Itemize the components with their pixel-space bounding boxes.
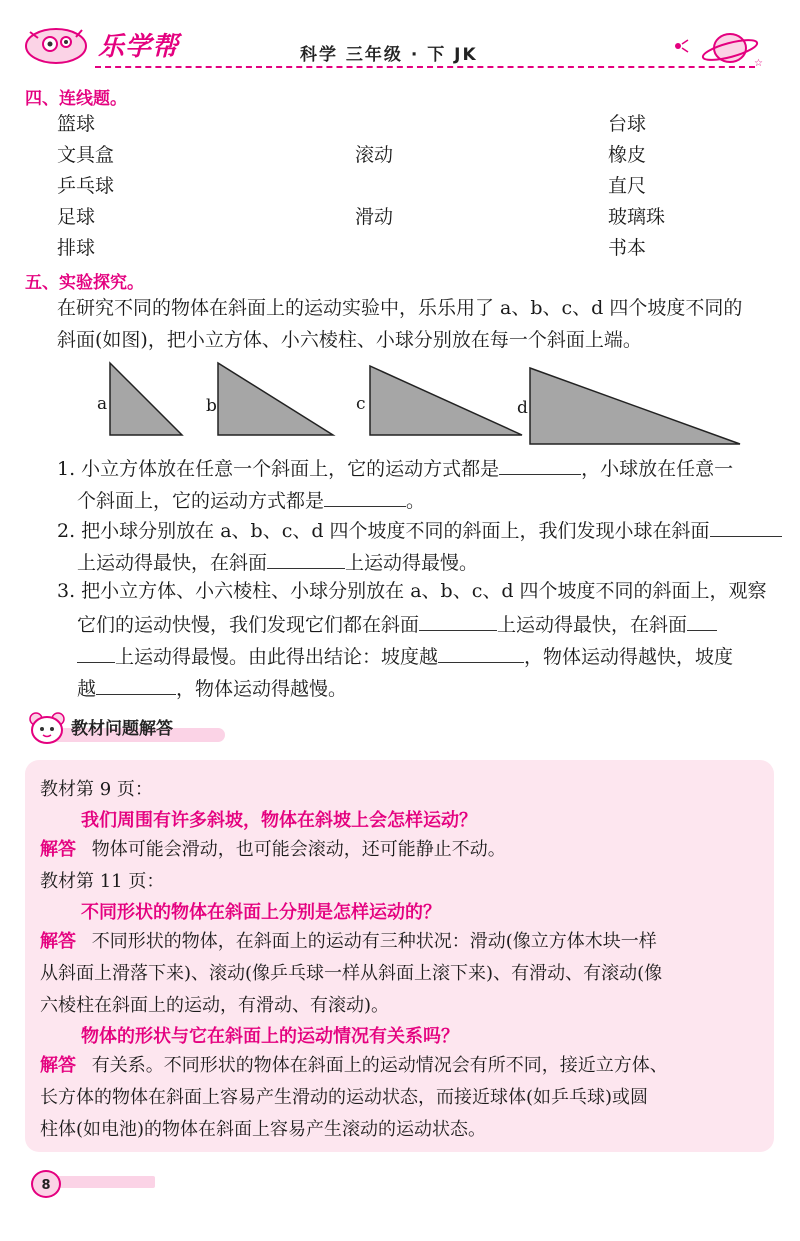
- question-2-cont: [77, 548, 478, 576]
- textbook-answer: [40, 926, 657, 958]
- answer-blank[interactable]: [710, 516, 782, 537]
- slope-label-a: a: [97, 394, 108, 414]
- question-2-text: 上运动得最快，在斜面: [77, 552, 268, 574]
- slope-d: [530, 368, 740, 444]
- answer-blank[interactable]: [77, 642, 115, 663]
- textbook-question: 我们周围有许多斜坡，物体在斜坡上会怎样运动？: [81, 810, 477, 831]
- answer-blank[interactable]: [499, 454, 581, 475]
- textbook-question: 不同形状的物体在斜面上分别是怎样运动的？: [81, 902, 441, 923]
- question-2-text: 上运动得最慢。: [345, 552, 479, 574]
- answer-label: 解答: [40, 1055, 76, 1076]
- footer: [25, 1170, 165, 1200]
- textbook-answers-box: [25, 760, 774, 1152]
- match-left-item[interactable]: 篮球: [57, 113, 96, 135]
- match-left-item[interactable]: 乒乓球: [57, 175, 115, 197]
- textbook-banner: [25, 708, 225, 748]
- textbook-page-ref: 教材第 9 页：: [40, 779, 153, 800]
- match-right-item[interactable]: 书本: [608, 237, 647, 259]
- answer-text: 不同形状的物体，在斜面上的运动有三种状况：滑动(像立方体木块一样: [91, 931, 657, 952]
- match-middle-item[interactable]: 滚动: [355, 144, 394, 166]
- answer-blank[interactable]: [267, 548, 345, 569]
- answer-label: 解答: [40, 839, 76, 860]
- question-1: [57, 454, 733, 482]
- mascot-logo-icon: [20, 22, 92, 66]
- textbook-answer: [40, 834, 506, 866]
- slope-c: [370, 366, 522, 435]
- match-left-item[interactable]: 足球: [57, 206, 96, 228]
- slope-label-c: c: [356, 394, 366, 414]
- match-right-item[interactable]: 玻璃珠: [608, 206, 666, 228]
- question-3: [57, 578, 767, 604]
- header-dashed-divider: [95, 66, 755, 68]
- answer-blank[interactable]: [96, 674, 176, 695]
- banner-title: 教材问题解答: [71, 719, 173, 739]
- svg-text:☆: ☆: [754, 58, 763, 69]
- answer-blank[interactable]: [687, 610, 717, 631]
- textbook-question: 物体的形状与它在斜面上的运动情况有关系吗？: [81, 1026, 459, 1047]
- question-2: [57, 516, 782, 544]
- section-4-heading: 四、连线题。: [25, 89, 127, 109]
- answer-text: 物体可能会滑动，也可能会滚动，还可能静止不动。: [91, 839, 506, 860]
- bear-mascot-icon: [27, 710, 67, 746]
- match-right-item[interactable]: 橡皮: [608, 144, 647, 166]
- answer-text: 从斜面上滑落下来)、滚动(像乒乓球一样从斜面上滚下来)、有滑动、有滚动(像: [40, 963, 663, 984]
- question-1-text: 1. 小立方体放在任意一个斜面上，它的运动方式都是: [57, 458, 500, 480]
- slope-label-b: b: [206, 396, 217, 416]
- question-3-text: 上运动得最慢。由此得出结论：坡度越: [115, 646, 439, 668]
- page-number-badge: [31, 1170, 61, 1198]
- experiment-intro: 在研究不同的物体在斜面上的运动实验中，乐乐用了 a、b、c、d 四个坡度不同的: [57, 297, 743, 319]
- question-2-text: 2. 把小球分别放在 a、b、c、d 四个坡度不同的斜面上，我们发现小球在斜面: [57, 520, 710, 542]
- question-1-text: 个斜面上，它的运动方式都是: [77, 490, 325, 512]
- answer-text: 长方体的物体在斜面上容易产生滑动的运动状态，而接近球体(如乒乓球)或圆: [40, 1087, 649, 1108]
- experiment-intro: 斜面(如图)，把小立方体、小六棱柱、小球分别放在每一个斜面上端。: [57, 329, 642, 351]
- question-3-cont: [77, 642, 733, 670]
- answer-label: 解答: [40, 931, 76, 952]
- textbook-answer: [40, 1050, 668, 1082]
- match-middle-item[interactable]: 滑动: [355, 206, 394, 228]
- answer-blank[interactable]: [438, 642, 524, 663]
- question-3-text: ，物体运动得越慢。: [176, 678, 348, 700]
- header: [0, 0, 800, 75]
- question-3-text: 上运动得最快，在斜面: [497, 614, 688, 636]
- page-number: 8: [41, 1178, 51, 1193]
- question-3-cont: [77, 674, 347, 702]
- question-3-text: ，物体运动得越快，坡度: [524, 646, 734, 668]
- answer-text: 有关系。不同形状的物体在斜面上的运动情况会有所不同，接近立方体、: [91, 1055, 668, 1076]
- slope-b: [218, 363, 333, 435]
- slope-a: [110, 363, 182, 435]
- question-1-text: 。: [406, 490, 426, 512]
- answer-text: 柱体(如电池)的物体在斜面上容易产生滚动的运动状态。: [40, 1119, 487, 1140]
- textbook-page-ref: 教材第 11 页：: [40, 871, 165, 892]
- slopes-figure: [90, 360, 750, 450]
- match-left-item[interactable]: 文具盒: [57, 144, 115, 166]
- question-3-text: 3. 把小立方体、小六棱柱、小球分别放在 a、b、c、d 四个坡度不同的斜面上，观察: [57, 580, 767, 602]
- planet-icon: [672, 24, 762, 72]
- match-right-item[interactable]: 直尺: [608, 175, 647, 197]
- slope-label-d: d: [517, 398, 528, 418]
- footer-bar: [45, 1176, 155, 1188]
- page-header-title: 科学 三年级 · 下 JK: [300, 45, 478, 65]
- question-3-cont: [77, 610, 717, 638]
- question-3-text: 它们的运动快慢，我们发现它们都在斜面: [77, 614, 420, 636]
- match-left-item[interactable]: 排球: [57, 237, 96, 259]
- brand-logo: 乐学帮: [98, 32, 180, 62]
- section-5-heading: 五、实验探究。: [25, 273, 144, 293]
- answer-text: 六棱柱在斜面上的运动，有滑动、有滚动)。: [40, 995, 390, 1016]
- question-1-cont: [77, 486, 425, 514]
- question-1-text: ，小球放在任意一: [581, 458, 734, 480]
- answer-blank[interactable]: [419, 610, 497, 631]
- question-3-text: 越: [77, 678, 97, 700]
- answer-blank[interactable]: [324, 486, 406, 507]
- match-right-item[interactable]: 台球: [608, 113, 647, 135]
